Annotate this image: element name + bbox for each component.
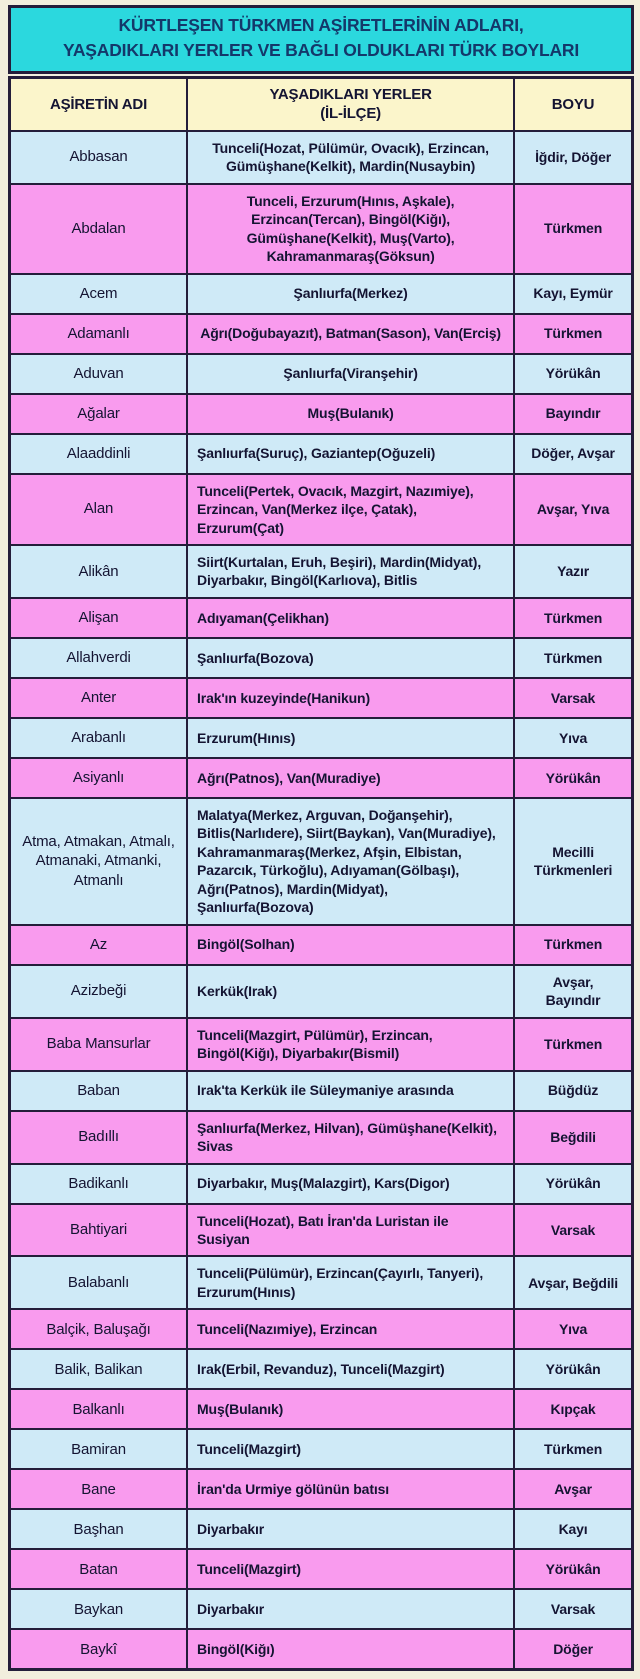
boy-cell: Yıva xyxy=(514,1309,632,1349)
places-cell: Tunceli(Pülümür), Erzincan(Çayırlı, Tanyeri), Erzurum(Hınıs) xyxy=(187,1256,514,1309)
boy-cell: Türkmen xyxy=(514,925,632,965)
boy-cell: Türkmen xyxy=(514,184,632,274)
places-cell: Bingöl(Solhan) xyxy=(187,925,514,965)
table-row xyxy=(10,1469,633,1509)
places-cell: Kerkük(Irak) xyxy=(187,965,514,1018)
table-row xyxy=(10,1256,633,1309)
table-row xyxy=(10,545,633,598)
boy-cell: Döğer, Avşar xyxy=(514,434,632,474)
places-cell: Malatya(Merkez, Arguvan, Doğanşehir), Bitlis(Narlıdere), Siirt(Baykan), Van(Muradiye), Kahramanmaraş(Merkez, Afşin, Elbistan, Pazarcık, Türkoğlu), Adıyaman(Gölbaşı), Ağrı(Patnos), Mardin(Midyat), Şanlıurfa(Bozova) xyxy=(187,798,514,925)
boy-cell: Kayı, Eymür xyxy=(514,274,632,314)
boy-cell: Avşar, Bayındır xyxy=(514,965,632,1018)
column-header-places-line1: YAŞADIKLARI YERLER xyxy=(269,85,432,103)
places-cell: Ağrı(Patnos), Van(Muradiye) xyxy=(187,758,514,798)
boy-cell: Beğdili xyxy=(514,1111,632,1164)
boy-cell: Yıva xyxy=(514,718,632,758)
tribe-name-cell: Ağalar xyxy=(10,394,188,434)
table-row xyxy=(10,798,633,925)
table-row xyxy=(10,184,633,274)
boy-cell: Türkmen xyxy=(514,1018,632,1071)
boy-cell: Yörükân xyxy=(514,1164,632,1204)
table-row xyxy=(10,1309,633,1349)
table-row xyxy=(10,314,633,354)
boy-cell: Avşar xyxy=(514,1469,632,1509)
tribe-name-cell: Asiyanlı xyxy=(10,758,188,798)
tribe-name-cell: Anter xyxy=(10,678,188,718)
places-cell: Adıyaman(Çelikhan) xyxy=(187,598,514,638)
tribe-name-cell: Balçik, Baluşağı xyxy=(10,1309,188,1349)
boy-cell: Yörükân xyxy=(514,758,632,798)
places-cell: İran'da Urmiye gölünün batısı xyxy=(187,1469,514,1509)
places-cell: Tunceli(Hozat), Batı İran'da Luristan ile Susiyan xyxy=(187,1204,514,1257)
boy-cell: Mecilli Türkmenleri xyxy=(514,798,632,925)
column-header-boy: BOYU xyxy=(514,77,632,131)
table-row xyxy=(10,965,633,1018)
table-row xyxy=(10,1349,633,1389)
places-cell: Irak'ın kuzeyinde(Hanikun) xyxy=(187,678,514,718)
boy-cell: İğdir, Döğer xyxy=(514,131,632,184)
tribe-name-cell: Bamiran xyxy=(10,1429,188,1469)
tribe-name-cell: Bane xyxy=(10,1469,188,1509)
column-header-places xyxy=(187,77,514,131)
table-row xyxy=(10,1389,633,1429)
places-cell: Diyarbakır, Muş(Malazgirt), Kars(Digor) xyxy=(187,1164,514,1204)
places-cell: Irak(Erbil, Revanduz), Tunceli(Mazgirt) xyxy=(187,1349,514,1389)
places-cell: Şanlıurfa(Viranşehir) xyxy=(187,354,514,394)
table-row xyxy=(10,598,633,638)
places-cell: Diyarbakır xyxy=(187,1509,514,1549)
column-header-tribe-name: AŞİRETİN ADI xyxy=(10,77,188,131)
places-cell: Tunceli(Pertek, Ovacık, Mazgirt, Nazımiye), Erzincan, Van(Merkez ilçe, Çatak), Erzurum(Çat) xyxy=(187,474,514,545)
tribe-name-cell: Az xyxy=(10,925,188,965)
title-line-2: YAŞADIKLARI YERLER VE BAĞLI OLDUKLARI TÜRK BOYLARI xyxy=(63,40,579,61)
table-row xyxy=(10,1111,633,1164)
boy-cell: Türkmen xyxy=(514,598,632,638)
table-row xyxy=(10,1071,633,1111)
table-row xyxy=(10,394,633,434)
places-cell: Muş(Bulanık) xyxy=(187,394,514,434)
tribe-name-cell: Badikanlı xyxy=(10,1164,188,1204)
boy-cell: Türkmen xyxy=(514,1429,632,1469)
places-cell: Bingöl(Kiğı) xyxy=(187,1629,514,1670)
tribe-name-cell: Aduvan xyxy=(10,354,188,394)
tribe-name-cell: Alişan xyxy=(10,598,188,638)
boy-cell: Varsak xyxy=(514,1204,632,1257)
table-row xyxy=(10,274,633,314)
tribe-name-cell: Balkanlı xyxy=(10,1389,188,1429)
places-cell: Ağrı(Doğubayazıt), Batman(Sason), Van(Erciş) xyxy=(187,314,514,354)
table-row xyxy=(10,131,633,184)
tribe-name-cell: Başhan xyxy=(10,1509,188,1549)
table-row xyxy=(10,678,633,718)
places-cell: Şanlıurfa(Merkez) xyxy=(187,274,514,314)
places-cell: Tunceli(Nazımiye), Erzincan xyxy=(187,1309,514,1349)
tribe-name-cell: Balik, Balikan xyxy=(10,1349,188,1389)
places-cell: Muş(Bulanık) xyxy=(187,1389,514,1429)
table-row xyxy=(10,1509,633,1549)
tribe-table-body xyxy=(10,131,633,1670)
tribe-name-cell: Abbasan xyxy=(10,131,188,184)
places-cell: Erzurum(Hınıs) xyxy=(187,718,514,758)
places-cell: Tunceli(Mazgirt, Pülümür), Erzincan, Bingöl(Kiğı), Diyarbakır(Bismil) xyxy=(187,1018,514,1071)
table-row xyxy=(10,474,633,545)
boy-cell: Türkmen xyxy=(514,638,632,678)
tribe-name-cell: Alaaddinli xyxy=(10,434,188,474)
tribe-name-cell: Adamanlı xyxy=(10,314,188,354)
tribe-name-cell: Allahverdi xyxy=(10,638,188,678)
tribe-name-cell: Azizbeği xyxy=(10,965,188,1018)
table-row xyxy=(10,1429,633,1469)
tribes-table xyxy=(8,76,634,1672)
table-row xyxy=(10,925,633,965)
title-banner xyxy=(8,5,634,74)
table-row xyxy=(10,1018,633,1071)
boy-cell: Büğdüz xyxy=(514,1071,632,1111)
places-cell: Irak'ta Kerkük ile Süleymaniye arasında xyxy=(187,1071,514,1111)
boy-cell: Avşar, Yıva xyxy=(514,474,632,545)
title-line-1: KÜRTLEŞEN TÜRKMEN AŞİRETLERİNİN ADLARI, xyxy=(118,15,524,35)
boy-cell: Kıpçak xyxy=(514,1389,632,1429)
table-row xyxy=(10,1549,633,1589)
table-row xyxy=(10,1629,633,1670)
boy-cell: Kayı xyxy=(514,1509,632,1549)
table-row xyxy=(10,354,633,394)
places-cell: Şanlıurfa(Merkez, Hilvan), Gümüşhane(Kelkit), Sivas xyxy=(187,1111,514,1164)
boy-cell: Türkmen xyxy=(514,314,632,354)
places-cell: Şanlıurfa(Suruç), Gaziantep(Oğuzeli) xyxy=(187,434,514,474)
boy-cell: Döğer xyxy=(514,1629,632,1670)
tribe-name-cell: Atma, Atmakan, Atmalı, Atmanaki, Atmanki, Atmanlı xyxy=(10,798,188,925)
places-cell: Tunceli(Mazgirt) xyxy=(187,1549,514,1589)
boy-cell: Varsak xyxy=(514,1589,632,1629)
table-row xyxy=(10,1204,633,1257)
boy-cell: Yörükân xyxy=(514,354,632,394)
tribe-name-cell: Alan xyxy=(10,474,188,545)
places-cell: Siirt(Kurtalan, Eruh, Beşiri), Mardin(Midyat), Diyarbakır, Bingöl(Karlıova), Bitlis xyxy=(187,545,514,598)
boy-cell: Bayındır xyxy=(514,394,632,434)
tribe-name-cell: Baykî xyxy=(10,1629,188,1670)
table-row xyxy=(10,638,633,678)
tribe-name-cell: Bahtiyari xyxy=(10,1204,188,1257)
tribe-name-cell: Alikân xyxy=(10,545,188,598)
tribe-name-cell: Batan xyxy=(10,1549,188,1589)
places-cell: Tunceli(Hozat, Pülümür, Ovacık), Erzincan, Gümüşhane(Kelkit), Mardin(Nusaybin) xyxy=(187,131,514,184)
tribe-name-cell: Arabanlı xyxy=(10,718,188,758)
table-row xyxy=(10,1589,633,1629)
tribe-name-cell: Acem xyxy=(10,274,188,314)
tribe-name-cell: Abdalan xyxy=(10,184,188,274)
tribe-name-cell: Badıllı xyxy=(10,1111,188,1164)
table-row xyxy=(10,758,633,798)
tribe-name-cell: Balabanlı xyxy=(10,1256,188,1309)
boy-cell: Varsak xyxy=(514,678,632,718)
places-cell: Tunceli, Erzurum(Hınıs, Aşkale), Erzincan(Tercan), Bingöl(Kiğı), Gümüşhane(Kelkit), Muş(Varto), Kahramanmaraş(Göksun) xyxy=(187,184,514,274)
boy-cell: Yörükân xyxy=(514,1349,632,1389)
table-row xyxy=(10,434,633,474)
column-header-places-line2: (İL-İLÇE) xyxy=(320,105,381,123)
places-cell: Diyarbakır xyxy=(187,1589,514,1629)
tribe-name-cell: Baykan xyxy=(10,1589,188,1629)
table-row xyxy=(10,718,633,758)
places-cell: Şanlıurfa(Bozova) xyxy=(187,638,514,678)
tribe-name-cell: Baban xyxy=(10,1071,188,1111)
boy-cell: Yazır xyxy=(514,545,632,598)
boy-cell: Avşar, Beğdili xyxy=(514,1256,632,1309)
boy-cell: Yörükân xyxy=(514,1549,632,1589)
places-cell: Tunceli(Mazgirt) xyxy=(187,1429,514,1469)
table-row xyxy=(10,1164,633,1204)
table-header-row xyxy=(10,77,633,131)
tribe-name-cell: Baba Mansurlar xyxy=(10,1018,188,1071)
